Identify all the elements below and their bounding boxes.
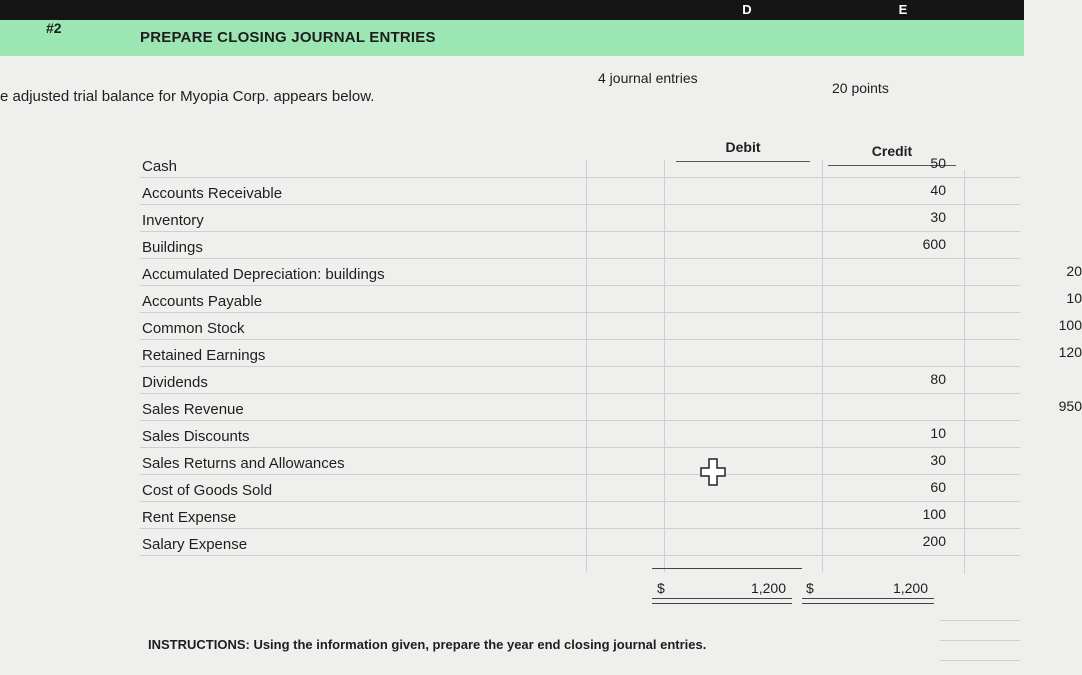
credit-total[interactable]: 1,200 bbox=[892, 580, 928, 596]
account-name[interactable]: Common Stock bbox=[142, 320, 245, 337]
table-row bbox=[140, 285, 1082, 313]
account-name[interactable]: Accounts Payable bbox=[142, 293, 263, 310]
account-name[interactable]: Dividends bbox=[142, 374, 208, 391]
debit-amount[interactable]: 30 bbox=[930, 452, 946, 468]
column-header-d[interactable]: D bbox=[742, 2, 752, 17]
table-row bbox=[140, 393, 1082, 421]
debit-amount[interactable]: 50 bbox=[930, 155, 946, 171]
debit-amount[interactable]: 100 bbox=[922, 506, 946, 522]
debit-total[interactable]: 1,200 bbox=[750, 580, 786, 596]
page-title: PREPARE CLOSING JOURNAL ENTRIES bbox=[140, 29, 436, 46]
debit-amount[interactable]: 10 bbox=[930, 425, 946, 441]
table-row bbox=[140, 231, 1020, 259]
table-row bbox=[140, 474, 1020, 502]
debit-amount[interactable]: 40 bbox=[930, 182, 946, 198]
table-row bbox=[140, 420, 1020, 448]
instructions-text: INSTRUCTIONS: Using the information given, prepare the year end closing journal entries. bbox=[148, 637, 707, 652]
table-row bbox=[140, 366, 1020, 394]
spreadsheet-column-header-bar bbox=[0, 0, 1024, 20]
credit-amount[interactable]: 10 bbox=[1066, 290, 1082, 306]
table-row bbox=[140, 204, 1020, 232]
account-name[interactable]: Retained Earnings bbox=[142, 347, 266, 364]
account-name[interactable]: Buildings bbox=[142, 239, 203, 256]
debit-double-underline bbox=[652, 598, 792, 604]
debit-total-currency: $ bbox=[657, 580, 665, 596]
grid-line bbox=[940, 640, 1020, 641]
credit-amount[interactable]: 20 bbox=[1066, 263, 1082, 279]
credit-amount[interactable]: 950 bbox=[1058, 398, 1082, 414]
intro-text: e adjusted trial balance for Myopia Corp. appears below. bbox=[0, 88, 375, 105]
grid-line bbox=[940, 620, 1020, 621]
account-name[interactable]: Sales Discounts bbox=[142, 428, 250, 445]
points-label: 20 points bbox=[832, 80, 889, 96]
account-name[interactable]: Inventory bbox=[142, 212, 204, 229]
credit-column-header: Credit bbox=[828, 143, 956, 166]
account-name[interactable]: Sales Revenue bbox=[142, 401, 244, 418]
debit-amount[interactable]: 600 bbox=[922, 236, 946, 252]
table-row bbox=[140, 312, 1082, 340]
debit-amount[interactable]: 60 bbox=[930, 479, 946, 495]
table-row bbox=[140, 258, 1082, 286]
credit-amount[interactable]: 120 bbox=[1058, 344, 1082, 360]
table-row bbox=[140, 447, 1020, 475]
table-row bbox=[140, 339, 1082, 367]
account-name[interactable]: Accounts Receivable bbox=[142, 185, 283, 202]
debit-amount[interactable]: 200 bbox=[922, 533, 946, 549]
column-header-e[interactable]: E bbox=[898, 2, 908, 17]
table-row bbox=[140, 501, 1020, 529]
account-name[interactable]: Accumulated Depreciation: buildings bbox=[142, 266, 385, 283]
account-name[interactable]: Sales Returns and Allowances bbox=[142, 455, 345, 472]
journal-entries-count: 4 journal entries bbox=[598, 70, 698, 86]
credit-amount[interactable]: 100 bbox=[1058, 317, 1082, 333]
credit-double-underline bbox=[802, 598, 934, 604]
debit-subtotal-line bbox=[652, 568, 802, 569]
debit-column-header: Debit bbox=[676, 139, 810, 162]
account-name[interactable]: Rent Expense bbox=[142, 509, 237, 526]
plus-cross-cursor-icon bbox=[700, 458, 726, 486]
debit-amount[interactable]: 80 bbox=[930, 371, 946, 387]
account-name[interactable]: Salary Expense bbox=[142, 536, 248, 553]
account-name[interactable]: Cash bbox=[142, 158, 178, 175]
debit-amount[interactable]: 30 bbox=[930, 209, 946, 225]
problem-number: #2 bbox=[46, 20, 62, 36]
table-row bbox=[140, 177, 1020, 205]
credit-total-currency: $ bbox=[806, 580, 814, 596]
grid-line bbox=[940, 660, 1020, 661]
table-row bbox=[140, 528, 1020, 556]
table-row bbox=[140, 150, 1020, 178]
account-name[interactable]: Cost of Goods Sold bbox=[142, 482, 273, 499]
